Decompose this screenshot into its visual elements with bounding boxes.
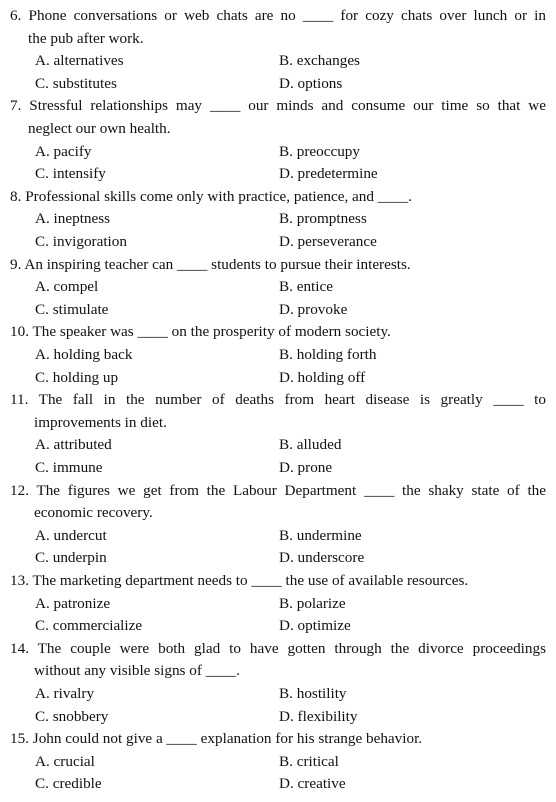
answer-option: A. undercut [35,526,107,544]
answer-option: D. perseverance [279,233,377,250]
answer-option: B. critical [279,752,339,770]
answer-option: C. stimulate [35,300,109,318]
answer-option: A. attributed [35,436,112,454]
question-stem-line: 12. The figures we get from the Labour Department ____ the shaky state of the [10,481,546,499]
answer-option: C. snobbery [35,707,109,725]
answer-option: A. compel [35,278,99,296]
answer-option: A. pacify [35,142,92,160]
question-stem-line: without any visible signs of ____. [34,662,240,680]
answer-option: D. underscore [279,549,365,567]
answer-option: B. promptness [279,210,367,228]
question-stem-line: 15. John could not give a ____ explanation for his strange behavior. [10,730,423,748]
question-stem-line: the pub after work. [28,29,144,47]
answer-option: A. alternatives [35,52,124,70]
answer-option: B. entice [279,278,333,296]
question-stem-line: improvements in diet. [34,413,167,431]
question-stem-line: 9. An inspiring teacher can ____ students to pursue their interests. [10,255,411,273]
question-stem-line: 13. The marketing department needs to ____ the use of available resources. [10,572,469,589]
answer-option: A. patronize [35,594,111,612]
answer-option: A. rivalry [35,685,95,702]
answer-option: C. intensify [35,165,106,183]
answer-option: D. options [279,74,343,92]
answer-option: B. polarize [279,594,346,612]
answer-option: C. immune [35,459,103,476]
answer-option: D. predetermine [279,165,378,183]
answer-option: B. alluded [279,436,342,454]
answer-option: C. commercialize [35,617,143,635]
answer-option: D. creative [279,775,346,793]
answer-option: C. underpin [35,549,107,567]
answer-option: B. hostility [279,685,347,702]
question-stem-line: economic recovery. [34,504,153,522]
question-stem-line: 14. The couple were both glad to have gotten through the divorce proceedings [10,639,546,657]
answer-option: C. invigoration [35,233,127,250]
question-stem-line: 10. The speaker was ____ on the prosperity of modern society. [10,323,391,341]
answer-option: D. prone [279,459,333,476]
answer-option: C. credible [35,775,102,793]
answer-option: B. holding forth [279,346,377,363]
answer-option: B. undermine [279,526,362,544]
answer-option: D. provoke [279,300,348,318]
answer-option: D. optimize [279,617,351,635]
answer-option: A. holding back [35,346,133,363]
answer-option: C. substitutes [35,74,117,92]
question-stem-line: neglect our own health. [28,120,171,137]
question-stem-line: 7. Stressful relationships may ____ our minds and consume our time so that we [10,97,546,115]
answer-option: A. ineptness [35,210,111,228]
question-stem-line: 6. Phone conversations or web chats are no ____ for cozy chats over lunch or in [10,7,546,24]
answer-option: B. exchanges [279,52,360,70]
answer-option: D. flexibility [279,707,358,725]
answer-option: B. preoccupy [279,142,360,160]
question-stem-line: 8. Professional skills come only with practice, patience, and ____. [10,187,412,205]
answer-option: A. crucial [35,752,95,770]
answer-option: C. holding up [35,368,119,386]
answer-option: D. holding off [279,368,366,386]
question-stem-line: 11. The fall in the number of deaths from heart disease is greatly ____ to [10,391,546,409]
